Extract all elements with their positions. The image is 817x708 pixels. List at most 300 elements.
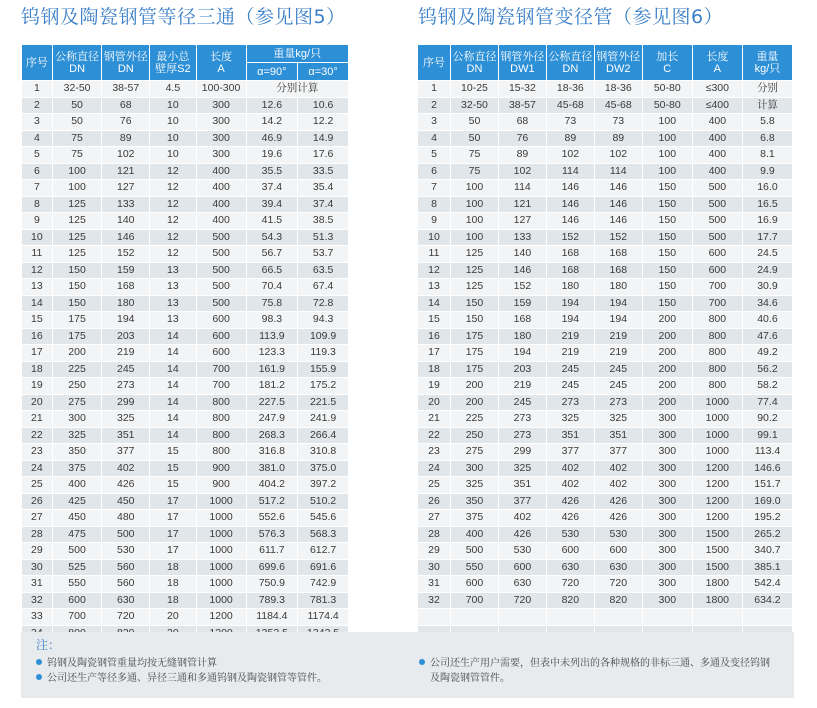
table-cell: 530 <box>102 543 149 559</box>
table-cell: 426 <box>547 494 594 510</box>
table-cell: 50 <box>451 114 498 130</box>
bullet-icon <box>419 659 425 665</box>
table-cell: 15 <box>418 312 450 328</box>
table-cell: 89 <box>595 131 642 147</box>
table-cell: 397.2 <box>298 477 348 493</box>
table-row <box>22 246 348 262</box>
table-cell: 54.3 <box>247 230 298 246</box>
table-cell: 700 <box>197 378 246 394</box>
table-row <box>418 543 792 559</box>
table-cell: 4 <box>22 131 52 147</box>
table-cell: 17 <box>150 494 196 510</box>
table-cell: 500 <box>693 230 742 246</box>
table-cell: 3 <box>22 114 52 130</box>
table-cell: 194 <box>595 312 642 328</box>
table-row <box>22 395 348 411</box>
table-cell: 203 <box>499 362 546 378</box>
table-cell: 720 <box>595 576 642 592</box>
table-cell: 500 <box>197 263 246 279</box>
table-cell: 219 <box>102 345 149 361</box>
table-cell: 15 <box>150 461 196 477</box>
table-cell: 26 <box>418 494 450 510</box>
table-cell: 8.1 <box>743 147 792 163</box>
table-cell: 146 <box>595 213 642 229</box>
table-cell: 68 <box>102 98 149 114</box>
col-header-weight: 重量 kg/只 <box>743 45 792 80</box>
table-cell: 426 <box>595 494 642 510</box>
table-cell: 691.6 <box>298 560 348 576</box>
table-cell: 10 <box>150 147 196 163</box>
table-cell: 630 <box>547 560 594 576</box>
table-cell: 219 <box>595 329 642 345</box>
table-row <box>418 494 792 510</box>
table-cell: 500 <box>197 279 246 295</box>
table-cell: 12 <box>150 246 196 262</box>
table-cell: 150 <box>53 263 102 279</box>
table-cell: 51.3 <box>298 230 348 246</box>
table-cell: 300 <box>643 411 692 427</box>
table-cell: 310.8 <box>298 444 348 460</box>
table-cell: 12 <box>150 164 196 180</box>
table-cell: 10 <box>22 230 52 246</box>
table-cell: 351 <box>499 477 546 493</box>
table-cell <box>418 609 450 625</box>
table-cell: 552.6 <box>247 510 298 526</box>
table-cell: 600 <box>197 345 246 361</box>
table-row <box>22 98 348 114</box>
notes-panel <box>21 632 794 698</box>
table-cell: 550 <box>451 560 498 576</box>
table-cell: 377 <box>547 444 594 460</box>
table-cell: 600 <box>197 312 246 328</box>
table-cell: 152 <box>499 279 546 295</box>
table-cell: 200 <box>643 312 692 328</box>
table-cell: 14 <box>150 378 196 394</box>
table-cell: 102 <box>595 147 642 163</box>
table-cell: 12 <box>418 263 450 279</box>
table-cell: 300 <box>53 411 102 427</box>
table-cell: 600 <box>53 593 102 609</box>
table-cell: 194 <box>595 296 642 312</box>
table-cell: 25 <box>418 477 450 493</box>
table-cell: 100 <box>53 180 102 196</box>
table-cell: 45-68 <box>547 98 594 114</box>
table-cell: 225 <box>451 411 498 427</box>
table-cell: 12 <box>150 230 196 246</box>
table-cell: 67.4 <box>298 279 348 295</box>
table-row <box>418 213 792 229</box>
table-row <box>418 395 792 411</box>
table-cell: 800 <box>197 428 246 444</box>
table-cell: 11 <box>418 246 450 262</box>
table-cell: 30 <box>22 560 52 576</box>
table-cell: 300 <box>197 114 246 130</box>
table-cell: 31 <box>418 576 450 592</box>
col-header-length: 长度 A <box>197 45 246 80</box>
table-cell: 50 <box>53 114 102 130</box>
table-cell: 39.4 <box>247 197 298 213</box>
table-cell: 200 <box>643 395 692 411</box>
table-cell: 351 <box>102 428 149 444</box>
table-cell: 100 <box>451 213 498 229</box>
table-row <box>418 230 792 246</box>
table-cell: 100 <box>451 197 498 213</box>
table-cell: 634.2 <box>743 593 792 609</box>
table-row <box>22 164 348 180</box>
table-row <box>22 345 348 361</box>
table-cell: 26 <box>22 494 52 510</box>
table-cell: 16.0 <box>743 180 792 196</box>
table-cell: 273 <box>547 395 594 411</box>
table-cell: 175.2 <box>298 378 348 394</box>
table-cell: 24.5 <box>743 246 792 262</box>
table-cell: 225 <box>53 362 102 378</box>
table-cell: 100 <box>643 131 692 147</box>
table-cell: 300 <box>643 428 692 444</box>
table-cell: 241.9 <box>298 411 348 427</box>
table-cell: 1000 <box>693 411 742 427</box>
table-cell: 53.7 <box>298 246 348 262</box>
table-cell: 299 <box>499 444 546 460</box>
table-cell: 150 <box>643 246 692 262</box>
table-cell: 800 <box>197 411 246 427</box>
col-header-nominal: 公称直径 DN <box>53 45 102 80</box>
table-cell: 分别 <box>743 81 792 97</box>
table-cell: 375 <box>451 510 498 526</box>
table-cell: 159 <box>499 296 546 312</box>
table-cell: 33 <box>22 609 52 625</box>
table-cell: 151.7 <box>743 477 792 493</box>
table-cell: 325 <box>102 411 149 427</box>
table-row <box>22 131 348 147</box>
table-cell: 6 <box>22 164 52 180</box>
table-cell: 600 <box>451 576 498 592</box>
table-cell: 250 <box>53 378 102 394</box>
table-cell: 127 <box>102 180 149 196</box>
table-cell: 510.2 <box>298 494 348 510</box>
table-cell: 17 <box>150 543 196 559</box>
table-cell: 16 <box>418 329 450 345</box>
table-cell: 125 <box>53 197 102 213</box>
table-cell: 221.5 <box>298 395 348 411</box>
table-cell: 630 <box>499 576 546 592</box>
table-cell: 720 <box>499 593 546 609</box>
table-row <box>22 114 348 130</box>
table-cell: 146 <box>102 230 149 246</box>
table-row <box>418 560 792 576</box>
table-cell: 530 <box>547 527 594 543</box>
table-cell: 113.4 <box>743 444 792 460</box>
table-cell: 742.9 <box>298 576 348 592</box>
table-cell: 6 <box>418 164 450 180</box>
table-cell: 56.2 <box>743 362 792 378</box>
table-cell: 175 <box>451 329 498 345</box>
table-cell: 146 <box>595 180 642 196</box>
table-cell: 50-80 <box>643 81 692 97</box>
table-cell: 5 <box>418 147 450 163</box>
table-cell: 121 <box>102 164 149 180</box>
table-cell: 500 <box>693 180 742 196</box>
table-cell: 150 <box>643 296 692 312</box>
table-row <box>418 609 792 625</box>
table-cell: 402 <box>595 477 642 493</box>
table-row <box>22 197 348 213</box>
table-cell: 14 <box>150 428 196 444</box>
table-cell: 1000 <box>693 395 742 411</box>
table-cell: 109.9 <box>298 329 348 345</box>
table-cell: 245 <box>547 362 594 378</box>
table-cell: 75 <box>53 131 102 147</box>
table-cell: 266.4 <box>298 428 348 444</box>
table-row <box>22 510 348 526</box>
table-cell: 1000 <box>197 560 246 576</box>
table-cell: 194 <box>547 296 594 312</box>
table-cell: 15 <box>150 477 196 493</box>
table-cell: 273 <box>102 378 149 394</box>
table-cell: 1500 <box>693 560 742 576</box>
table-cell: 181.2 <box>247 378 298 394</box>
table-cell: 545.6 <box>298 510 348 526</box>
table-cell: 273 <box>499 428 546 444</box>
table-cell: 16.5 <box>743 197 792 213</box>
table-cell: 73 <box>595 114 642 130</box>
table-cell: 300 <box>197 131 246 147</box>
table-row <box>22 461 348 477</box>
table-row <box>22 593 348 609</box>
table-cell: 18 <box>150 560 196 576</box>
table-cell: 316.8 <box>247 444 298 460</box>
table-cell: 400 <box>197 213 246 229</box>
table-cell: 50 <box>53 98 102 114</box>
table-cell: 114 <box>547 164 594 180</box>
table-cell: 1200 <box>197 609 246 625</box>
table-cell: 268.3 <box>247 428 298 444</box>
table-cell: 150 <box>643 230 692 246</box>
table-row <box>22 312 348 328</box>
table-cell: 273 <box>595 395 642 411</box>
table-cell: 200 <box>451 378 498 394</box>
table-cell: 1000 <box>197 576 246 592</box>
table-cell: 77.4 <box>743 395 792 411</box>
table-cell: 19 <box>418 378 450 394</box>
table-cell: 150 <box>53 279 102 295</box>
table-cell: 245 <box>547 378 594 394</box>
table-cell: 89 <box>499 147 546 163</box>
table-cell: 98.3 <box>247 312 298 328</box>
table-cell: 125 <box>53 230 102 246</box>
table-cell: 41.5 <box>247 213 298 229</box>
table-cell: 1184.4 <box>247 609 298 625</box>
table-cell: 300 <box>643 543 692 559</box>
col-header-ext: 加长 C <box>643 45 692 80</box>
table-cell: 568.3 <box>298 527 348 543</box>
table-row <box>418 411 792 427</box>
table-cell: 18 <box>22 362 52 378</box>
table-cell: 300 <box>197 98 246 114</box>
table-cell: 402 <box>547 461 594 477</box>
table-cell: 102 <box>499 164 546 180</box>
table-cell: 245 <box>499 395 546 411</box>
table-cell: 300 <box>643 477 692 493</box>
table-cell: 820 <box>595 593 642 609</box>
table-cell: 15 <box>22 312 52 328</box>
table-cell: 150 <box>643 180 692 196</box>
note-item: 及陶瓷钢管管件。 <box>430 673 510 684</box>
table-row <box>418 593 792 609</box>
table-cell: 377 <box>102 444 149 460</box>
table-cell: 180 <box>499 329 546 345</box>
table-cell: 12 <box>150 180 196 196</box>
table-cell: 125 <box>53 213 102 229</box>
table-cell: 450 <box>53 510 102 526</box>
table-cell: 19 <box>22 378 52 394</box>
table-cell: 133 <box>102 197 149 213</box>
table-cell: 100 <box>451 180 498 196</box>
table-row <box>418 114 792 130</box>
table-row <box>418 263 792 279</box>
table-cell: 1500 <box>693 527 742 543</box>
col-header-nominal1: 公称直径 DN <box>451 45 498 80</box>
table-cell: 63.5 <box>298 263 348 279</box>
table-cell: 18 <box>418 362 450 378</box>
table-cell: 530 <box>499 543 546 559</box>
table-cell: 100 <box>451 230 498 246</box>
table-cell: 32-50 <box>53 81 102 97</box>
table-cell: 351 <box>547 428 594 444</box>
table-cell: 426 <box>595 510 642 526</box>
table-cell: 30.9 <box>743 279 792 295</box>
table-cell: 38-57 <box>499 98 546 114</box>
table-row <box>22 147 348 163</box>
table-cell: 381.0 <box>247 461 298 477</box>
table-cell: 21 <box>418 411 450 427</box>
table-cell: 37.4 <box>247 180 298 196</box>
table-cell: 275 <box>451 444 498 460</box>
table-cell: 385.1 <box>743 560 792 576</box>
table-cell: 700 <box>693 296 742 312</box>
table-cell: 13 <box>150 279 196 295</box>
table-cell: 150 <box>643 279 692 295</box>
table-cell: 1 <box>22 81 52 97</box>
table-cell: 325 <box>451 477 498 493</box>
table-cell: 13 <box>150 312 196 328</box>
table-cell: 900 <box>197 461 246 477</box>
table-cell: ≤400 <box>693 98 742 114</box>
table-cell: 600 <box>499 560 546 576</box>
table-cell: 168 <box>547 246 594 262</box>
table-cell: 500 <box>693 213 742 229</box>
table-cell: 1000 <box>693 428 742 444</box>
table-cell: 1000 <box>197 494 246 510</box>
table-cell: 18-36 <box>547 81 594 97</box>
table-cell: 100 <box>53 164 102 180</box>
table-cell: 300 <box>643 461 692 477</box>
table-row <box>22 213 348 229</box>
table-cell: 15 <box>150 444 196 460</box>
table-cell: 2 <box>418 98 450 114</box>
table-row <box>418 246 792 262</box>
table-cell: 250 <box>451 428 498 444</box>
table-cell: 14 <box>150 345 196 361</box>
table-cell: 630 <box>102 593 149 609</box>
table-cell: 400 <box>53 477 102 493</box>
table-cell: 15-32 <box>499 81 546 97</box>
table-cell: 76 <box>499 131 546 147</box>
table-cell: 720 <box>547 576 594 592</box>
table-cell: 400 <box>693 164 742 180</box>
table-cell: 14.9 <box>298 131 348 147</box>
table-cell: 180 <box>547 279 594 295</box>
table-cell: 300 <box>643 444 692 460</box>
table-cell: 168 <box>595 246 642 262</box>
bullet-icon <box>36 659 42 665</box>
table-row <box>22 378 348 394</box>
table-row <box>22 329 348 345</box>
table-cell: 140 <box>102 213 149 229</box>
table-cell: 300 <box>643 494 692 510</box>
table-cell: 73 <box>547 114 594 130</box>
table-cell: 14 <box>22 296 52 312</box>
table-row <box>22 411 348 427</box>
table-cell: 325 <box>595 411 642 427</box>
table-cell: 560 <box>102 560 149 576</box>
table-row <box>22 263 348 279</box>
table-cell: 300 <box>197 147 246 163</box>
table-cell: 169.0 <box>743 494 792 510</box>
col-header-wall: 最小总 壁厚S2 <box>150 45 196 80</box>
table-cell: 70.4 <box>247 279 298 295</box>
table-cell: 17 <box>150 527 196 543</box>
table-cell: 5.8 <box>743 114 792 130</box>
table-cell: 56.7 <box>247 246 298 262</box>
table-cell: 46.9 <box>247 131 298 147</box>
table-cell: 9.9 <box>743 164 792 180</box>
table-cell: 275 <box>53 395 102 411</box>
table-cell: 27 <box>418 510 450 526</box>
table-cell: 175 <box>451 345 498 361</box>
table-row <box>418 81 792 97</box>
table-cell: 1 <box>418 81 450 97</box>
table-row <box>22 543 348 559</box>
table-cell: 200 <box>643 329 692 345</box>
table-cell: 22 <box>22 428 52 444</box>
table-cell: 12.2 <box>298 114 348 130</box>
table-cell: 175 <box>53 312 102 328</box>
table-cell: 175 <box>451 362 498 378</box>
table-cell: 38.5 <box>298 213 348 229</box>
table-cell: 66.5 <box>247 263 298 279</box>
col-header-outer: 钢管外径 DN <box>102 45 149 80</box>
table-cell: 3 <box>418 114 450 130</box>
table-row <box>22 527 348 543</box>
table-cell: 400 <box>197 180 246 196</box>
table-cell: 500 <box>451 543 498 559</box>
table-cell: 89 <box>102 131 149 147</box>
table-cell <box>451 609 498 625</box>
table-cell: 299 <box>102 395 149 411</box>
table-row <box>418 197 792 213</box>
table-cell: 175 <box>53 329 102 345</box>
table-cell: 426 <box>102 477 149 493</box>
table-cell: 17 <box>22 345 52 361</box>
table-cell: 500 <box>53 543 102 559</box>
table-cell: 750.9 <box>247 576 298 592</box>
table-cell: 600 <box>595 543 642 559</box>
table-cell: 300 <box>643 510 692 526</box>
table-row <box>22 81 348 97</box>
table-cell: 14 <box>150 411 196 427</box>
table-cell: 28 <box>22 527 52 543</box>
